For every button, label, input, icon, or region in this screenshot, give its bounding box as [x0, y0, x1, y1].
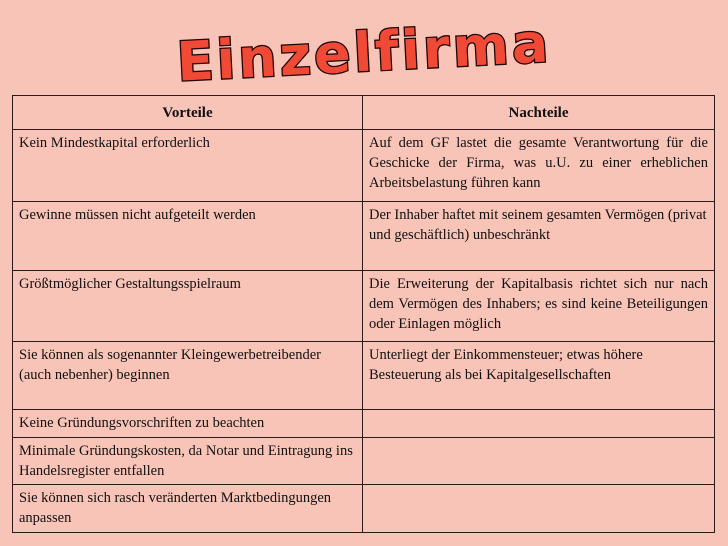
cell-vorteil: Kein Mindestkapital erforderlich: [13, 130, 363, 202]
table-row: [13, 437, 715, 485]
header-vorteile: Vorteile: [13, 96, 363, 130]
comparison-table: [12, 95, 715, 533]
table-row: [13, 410, 715, 437]
cell-vorteil: Minimale Gründungskosten, da Notar und Eintragung ins Handelsregister entfallen: [13, 437, 363, 485]
cell-nachteil: [363, 437, 715, 485]
cell-nachteil: Die Erweiterung der Kapitalbasis richtet sich nur nach dem Vermögen des Inhabers; es sind keine Beteiligungen oder Einlagen möglich: [363, 270, 715, 341]
cell-vorteil: Keine Gründungsvorschriften zu beachten: [13, 410, 363, 437]
table-row: [13, 270, 715, 341]
cell-nachteil: Der Inhaber haftet mit seinem gesamten Vermögen (privat und geschäftlich) unbeschränkt: [363, 201, 715, 270]
cell-nachteil: [363, 410, 715, 437]
cell-nachteil: Unterliegt der Einkommensteuer; etwas höhere Besteuerung als bei Kapitalgesellschaften: [363, 341, 715, 410]
cell-vorteil: Sie können als sogenannter Kleingewerbetreibender (auch nebenher) beginnen: [13, 341, 363, 410]
cell-vorteil: Gewinne müssen nicht aufgeteilt werden: [13, 201, 363, 270]
table-header-row: [13, 96, 715, 130]
table-row: [13, 485, 715, 533]
table-row: [13, 341, 715, 410]
cell-nachteil: Auf dem GF lastet die gesamte Verantwortung für die Geschicke der Firma, was u.U. zu einer erheblichen Arbeitsbelastung führen kann: [363, 130, 715, 202]
cell-nachteil: [363, 485, 715, 533]
cell-vorteil: Sie können sich rasch veränderten Marktbedingungen anpassen: [13, 485, 363, 533]
table-row: [13, 130, 715, 202]
cell-vorteil: Größtmöglicher Gestaltungsspielraum: [13, 270, 363, 341]
header-nachteile: Nachteile: [363, 96, 715, 130]
table-row: [13, 201, 715, 270]
page-title: Einzelfirma: [175, 11, 553, 94]
